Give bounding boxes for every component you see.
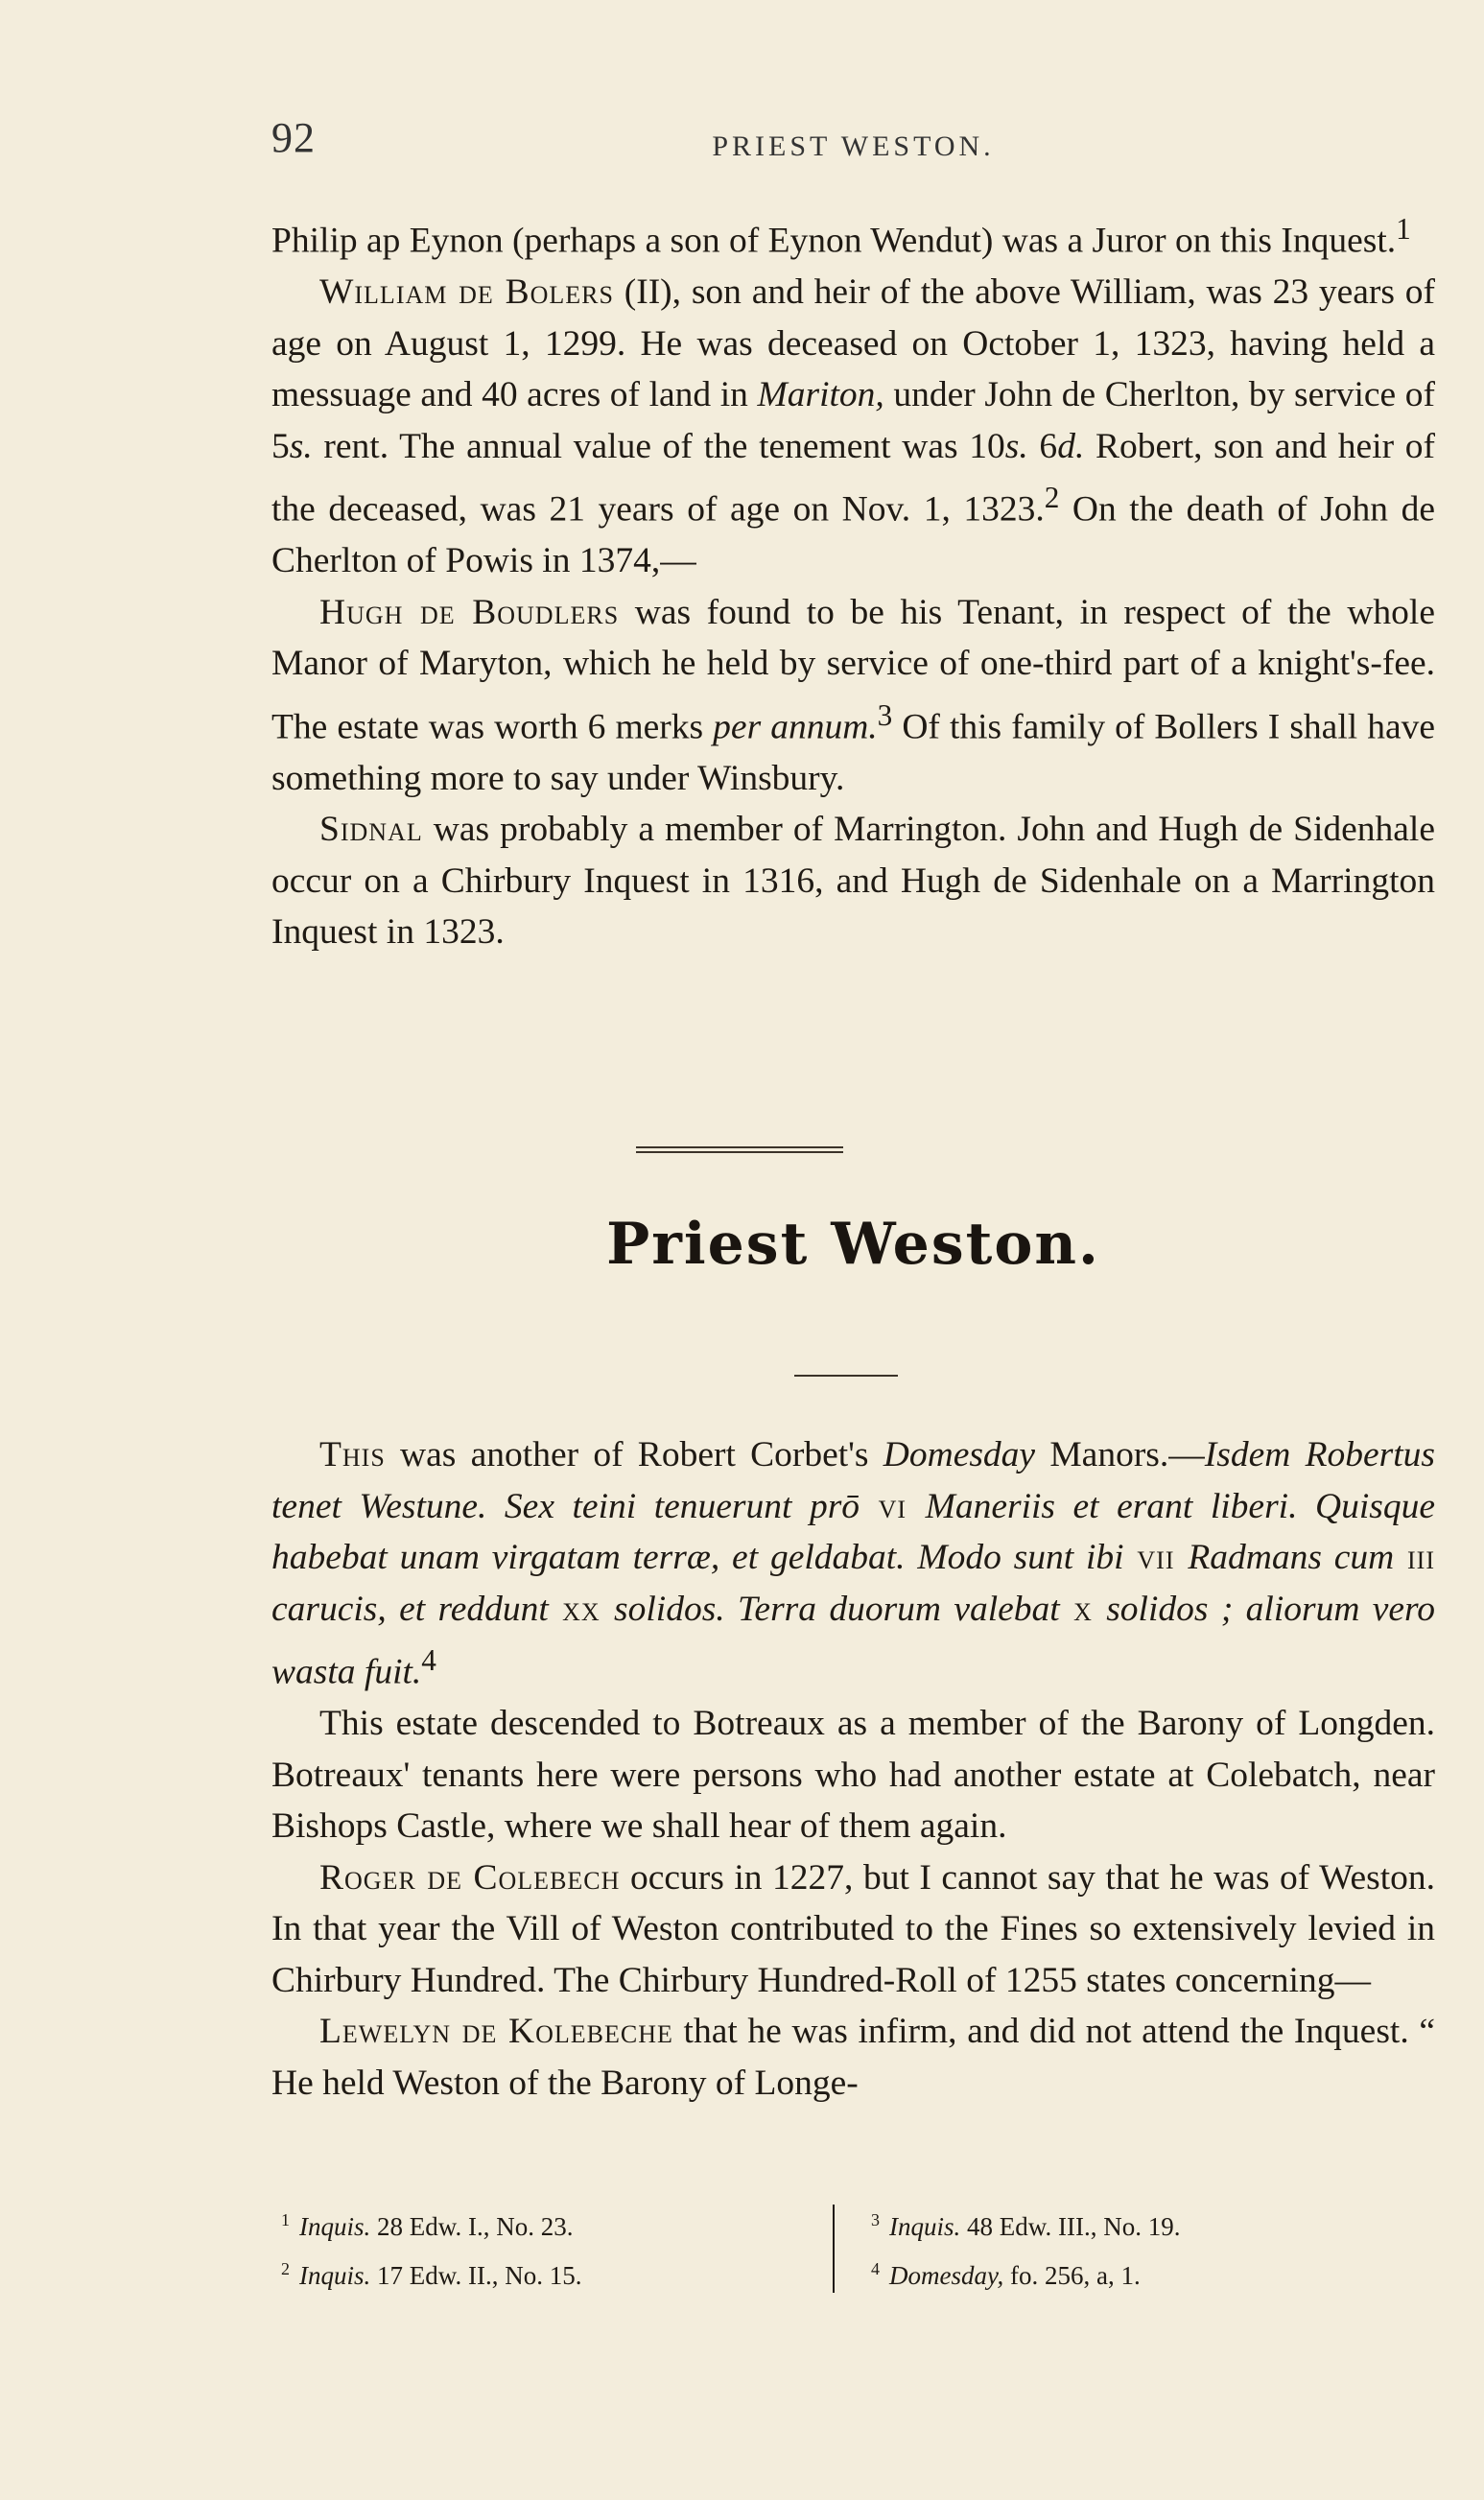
paragraph-lewelyn-de-kolebeche: Lewelyn de Kolebeche that he was infirm, and did not attend the Inquest. “ He held Weston of the Barony of Longe-: [271, 2012, 1436, 2103]
section-title: Priest Weston.: [606, 1211, 1100, 1278]
page-number: 92: [271, 114, 316, 161]
person-name: William de Bolers: [319, 272, 614, 312]
paragraph-domesday: This was another of Robert Corbet's Domesday Manors.—Isdem Robertus tenet Westune. Sex teini tenuerunt prō vi Maneriis et erant liberi. Quisque habebat unam virgatam terræ, et geldabat. Modo sunt ibi vii Radmans cum iii carucis, et reddunt xx solidos. Terra duorum valebat x solidos ; aliorum vero wasta fuit.$^4$: [271, 1435, 1435, 1692]
footnote-ref[interactable]: 3: [877, 697, 893, 732]
running-head: PRIEST WESTON.: [712, 130, 995, 162]
footnote: $^4$ Domesday, fo. 256, a, 1.: [871, 2259, 1141, 2290]
person-name: Roger de Colebech: [319, 1857, 621, 1898]
person-name: Lewelyn de Kolebeche: [319, 2012, 673, 2051]
paragraph-roger-de-colebech: Roger de Colebech occurs in 1227, but I cannot say that he was of Weston. In that year the Vill of Weston contributed to the Fines so extensively levied in Chirbury Hundred. The Chirbury Hundred-Roll of 1255 states concerning—: [271, 1857, 1435, 2000]
footnote-ref[interactable]: 1: [1396, 212, 1411, 246]
footnotes: [271, 2199, 1327, 2304]
footnote: $^1$ Inquis. 28 Edw. I., No. 23.: [281, 2210, 574, 2241]
section-divider-double: [636, 1146, 843, 1153]
section-title-underline: [794, 1375, 898, 1377]
footnote-ref[interactable]: 2: [1044, 481, 1060, 514]
paragraph-botreaux: This estate descended to Botreaux as a member of the Barony of Longden. Botreaux' tenants here were persons who had another estate at Colebatch, near Bishops Castle, where we shall hear of them again.: [271, 1704, 1435, 1846]
text-block-bottom: [271, 1429, 1435, 2109]
paragraph-hugh-de-boudlers: Hugh de Boudlers was found to be his Tenant, in respect of the whole Manor of Maryton, which he held by service of one-third part of a knight's-fee. The estate was worth 6 merks per annum.$^3$ Of this family of Bollers I shall have something more to say under Winsbury.: [271, 592, 1435, 798]
footnote: $^2$ Inquis. 17 Edw. II., No. 15.: [281, 2259, 582, 2290]
page-header: [271, 113, 1435, 171]
footnote: $^3$ Inquis. 48 Edw. III., No. 19.: [871, 2210, 1181, 2241]
person-name: Hugh de Boudlers: [319, 592, 620, 632]
text-block-top: [271, 203, 1435, 958]
paragraph-william-de-bolers: William de Bolers (II), son and heir of the above William, was 23 years of age on August 1, 1299. He was deceased on October 1, 1323, having held a messuage and 40 acres of land in Mariton, under John de Cherlton, by service of 5s. rent. The annual value of the tenement was 10s. 6d. Robert, son and heir of the deceased, was 21 years of age on Nov. 1, 1323.$^2$ On the death of John de Cherlton of Powis in 1374,—: [271, 272, 1436, 580]
footnote-column-divider: [833, 2205, 835, 2293]
person-name: Sidnal: [319, 810, 423, 849]
footnotes-left-column: [281, 2199, 581, 2297]
paragraph-philip-ap-eynon: Philip ap Eynon (perhaps a son of Eynon Wendut) was a Juror on this Inquest.$^1$: [271, 212, 1411, 261]
footnotes-right-column: [871, 2199, 1180, 2297]
paragraph-sidnal: Sidnal was probably a member of Marrington. John and Hugh de Sidenhale occur on a Chirbury Inquest in 1316, and Hugh de Sidenhale on a Marrington Inquest in 1323.: [271, 810, 1435, 952]
footnote-ref[interactable]: 4: [421, 1643, 436, 1677]
